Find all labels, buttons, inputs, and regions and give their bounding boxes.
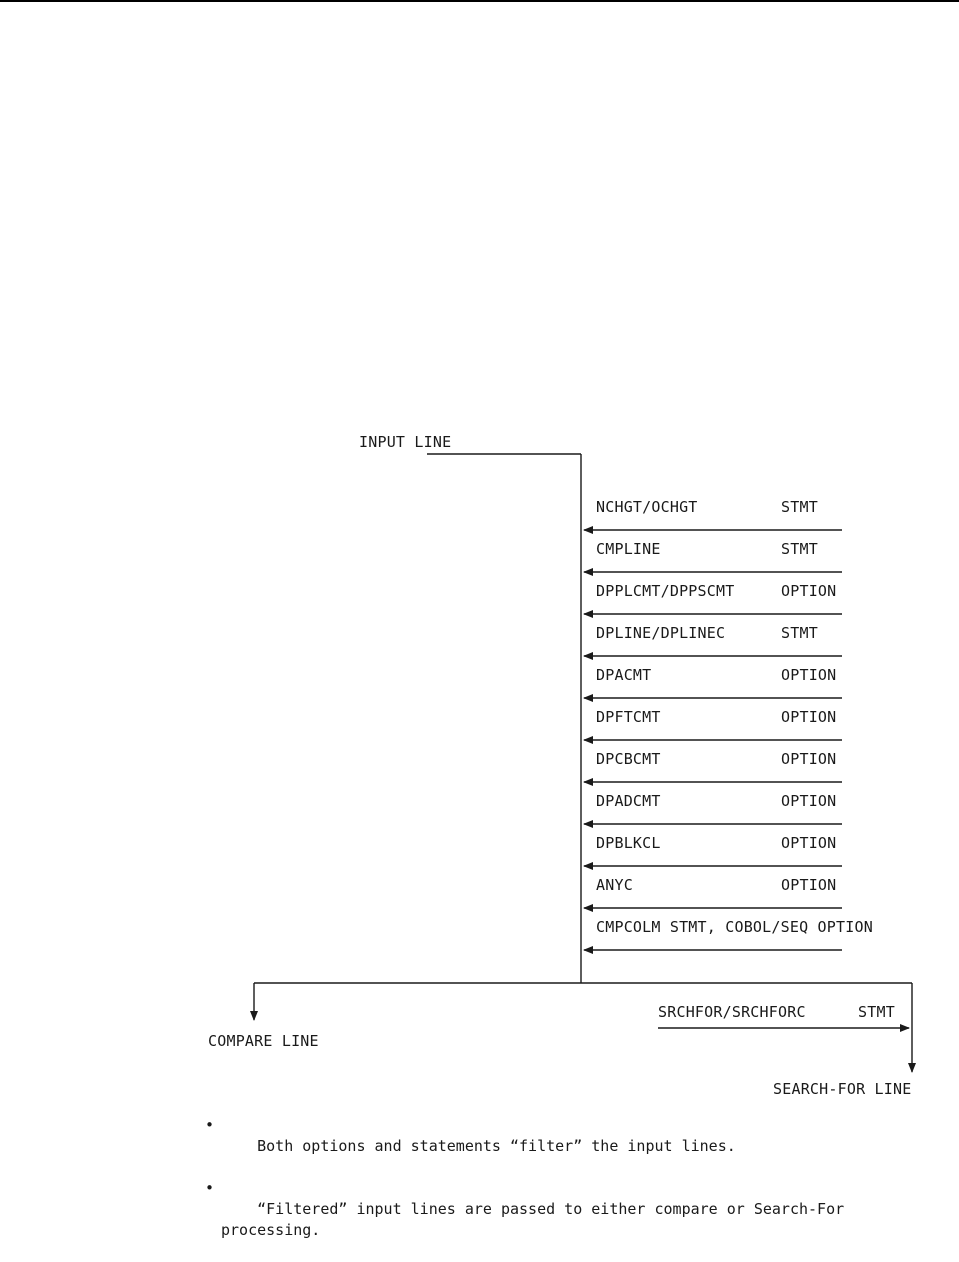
- filter-name: DPACMT: [596, 666, 652, 684]
- filter-name: DPFTCMT: [596, 708, 661, 726]
- filter-kind: OPTION: [781, 792, 837, 810]
- bullet-icon: •: [205, 1179, 215, 1197]
- filter-kind: STMT: [781, 540, 818, 558]
- note-item: • Both options and statements “filter” the input lines.: [205, 1116, 736, 1155]
- filter-kind: OPTION: [781, 750, 837, 768]
- filter-kind: OPTION: [781, 876, 837, 894]
- filter-name: CMPLINE: [596, 540, 661, 558]
- filter-kind: STMT: [781, 498, 818, 516]
- filter-name: DPBLKCL: [596, 834, 661, 852]
- filter-name: DPCBCMT: [596, 750, 661, 768]
- filter-name: DPADCMT: [596, 792, 661, 810]
- filter-kind: OPTION: [781, 834, 837, 852]
- compare-line-label: COMPARE LINE: [208, 1032, 319, 1050]
- input-line-label: INPUT LINE: [359, 433, 452, 451]
- filter-kind: STMT: [781, 624, 818, 642]
- search-filter-kind: STMT: [858, 1003, 895, 1021]
- note-item: • “Filtered” input lines are passed to either compare or Search-For processing.: [205, 1179, 854, 1239]
- filter-kind: OPTION: [781, 582, 837, 600]
- filter-name: DPLINE/DPLINEC: [596, 624, 726, 642]
- search-filter-name: SRCHFOR/SRCHFORC: [658, 1003, 806, 1021]
- filter-name: ANYC: [596, 876, 633, 894]
- notes-list: [205, 1115, 925, 1262]
- search-for-line-label: SEARCH-FOR LINE: [773, 1080, 912, 1098]
- bullet-icon: •: [205, 1116, 215, 1134]
- filter-name: NCHGT/OCHGT: [596, 498, 698, 516]
- filter-kind: OPTION: [781, 666, 837, 684]
- filter-kind: OPTION: [781, 708, 837, 726]
- filter-name: CMPCOLM STMT, COBOL/SEQ OPTION: [596, 918, 873, 936]
- filter-name: DPPLCMT/DPPSCMT: [596, 582, 735, 600]
